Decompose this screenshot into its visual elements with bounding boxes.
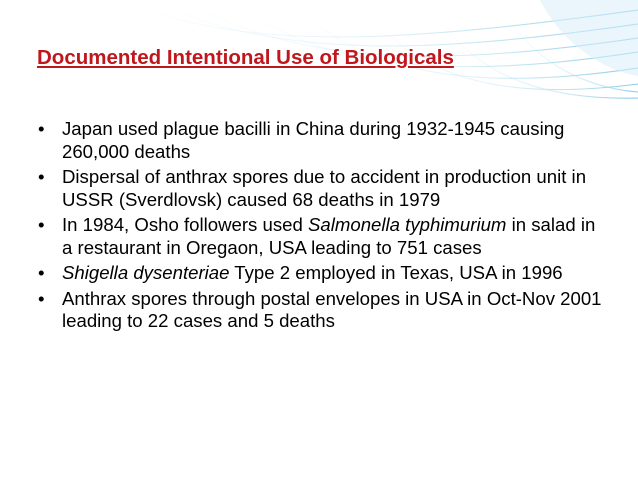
bullet-text xyxy=(62,262,608,285)
bullet-item-4 xyxy=(38,262,608,285)
bullet-marker: • xyxy=(38,166,45,188)
bullet-marker: • xyxy=(38,287,45,309)
bullet-item-5 xyxy=(38,288,608,334)
bullet-text xyxy=(62,214,608,260)
bullet-text xyxy=(62,118,608,164)
bullet-text-part: Dispersal of anthrax spores due to accident in production unit in USSR (Sverdlovsk) caused 68 deaths in 1979 xyxy=(62,166,587,210)
bullet-text-part: Anthrax spores through postal envelopes in USA in Oct-Nov 2001 leading to 22 cases and 5 deaths xyxy=(62,287,602,332)
species-name-italic: Salmonella typhimurium xyxy=(308,214,507,236)
bullet-item-1 xyxy=(38,118,608,164)
bullet-marker: • xyxy=(38,214,45,236)
bullet-marker: • xyxy=(38,118,45,139)
slide-title: Documented Intentional Use of Biologicals xyxy=(37,46,454,69)
bullet-text-part: In 1984, Osho followers used xyxy=(62,214,308,236)
species-name-italic: Shigella dysenteriae xyxy=(62,262,230,284)
bullet-text xyxy=(62,166,608,212)
bullet-text-part: Type 2 employed in Texas, USA in 1996 xyxy=(229,262,563,284)
bullet-marker: • xyxy=(38,262,45,284)
bullet-item-3 xyxy=(38,214,608,260)
bullet-list xyxy=(38,118,608,336)
bullet-text-part: Japan used plague bacilli in China during 1932-1945 causing 260,000 deaths xyxy=(62,118,565,162)
bullet-text-part: in salad in a restaurant in Oregaon, USA leading to 751 cases xyxy=(62,214,596,258)
bullet-item-2 xyxy=(38,166,608,212)
bullet-text xyxy=(62,288,608,334)
